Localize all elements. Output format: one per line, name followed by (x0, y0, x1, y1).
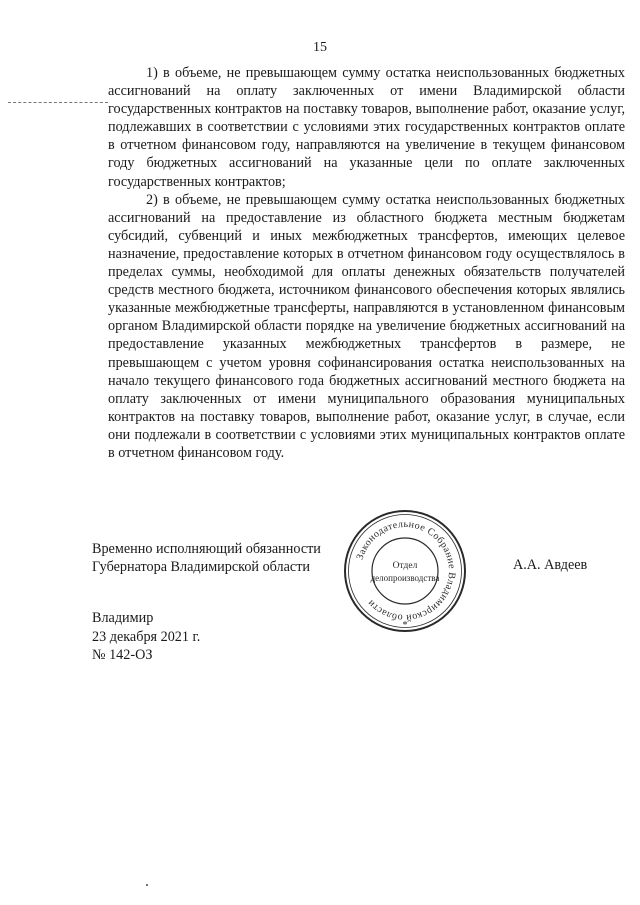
signatory-title-line-2: Губернатора Владимирской области (92, 559, 310, 575)
signatory-title (92, 540, 321, 576)
place-and-date (92, 609, 200, 665)
margin-dashes (8, 102, 108, 109)
signatory-title-line-1: Временно исполняющий обязанности (92, 541, 321, 557)
date: 23 декабря 2021 г. (92, 628, 201, 645)
law-number: № 142-ОЗ (92, 647, 153, 663)
stamp-ring-text: Законодательное Собрание Владимирской области (354, 518, 458, 624)
page-number: 15 (313, 40, 327, 55)
paragraph-2: 2) в объеме, не превышающем сумму остатка неиспользованных бюджетных ассигнований на предоставление из областного бюджета местным бюджетам субсидий, субвенций и иных межбюджетных трансфертов, имеющих целевое назначение, предоставление которых в отчетном финансовом году осуществлялось в пределах суммы, необходимой для оплаты денежных обязательств получателей средств местного бюджета, источником финансового обеспечения которых являлись указанные межбюджетные трансферты, направляются в установленном финансовым органом Владимирской области порядке на увеличение бюджетных ассигнований на предоставление указанных межбюджетных трансфертов в размере, не превышающем с учетом уровня софинансирования остатка неиспользованных на начало текущего финансового года бюджетных ассигнований местного бюджета на оплату заключенных от имени муниципального образования муниципальных контрактов на поставку товаров, выполнение работ, оказание услуг, в случае, если они подлежали в соответствии с условиями этих муниципальных контрактов оплате в отчетном финансовом году. (108, 191, 625, 461)
city: Владимир (92, 610, 154, 626)
stamp-center-line-2: делопроизводства (370, 573, 440, 583)
signatory-name: А.А. Авдеев (513, 557, 588, 573)
stamp-star: * (402, 620, 408, 631)
scan-speck (146, 884, 148, 886)
paragraph-1: 1) в объеме, не превышающем сумму остатка неиспользованных бюджетных ассигнований на оплату заключенных от имени Владимирской области государственных контрактов на поставку товаров, выполнение работ, оказание услуг, подлежавших в соответствии с условиями этих государственных контрактов оплате в отчетном финансовом году, направляются на увеличение в текущем финансовом году бюджетных ассигнований на указанные цели по оплате заключенных государственных контрактов; (108, 65, 625, 190)
stamp-center-line-1: Отдел (392, 561, 418, 571)
body-text (108, 64, 625, 462)
official-stamp (340, 506, 470, 636)
